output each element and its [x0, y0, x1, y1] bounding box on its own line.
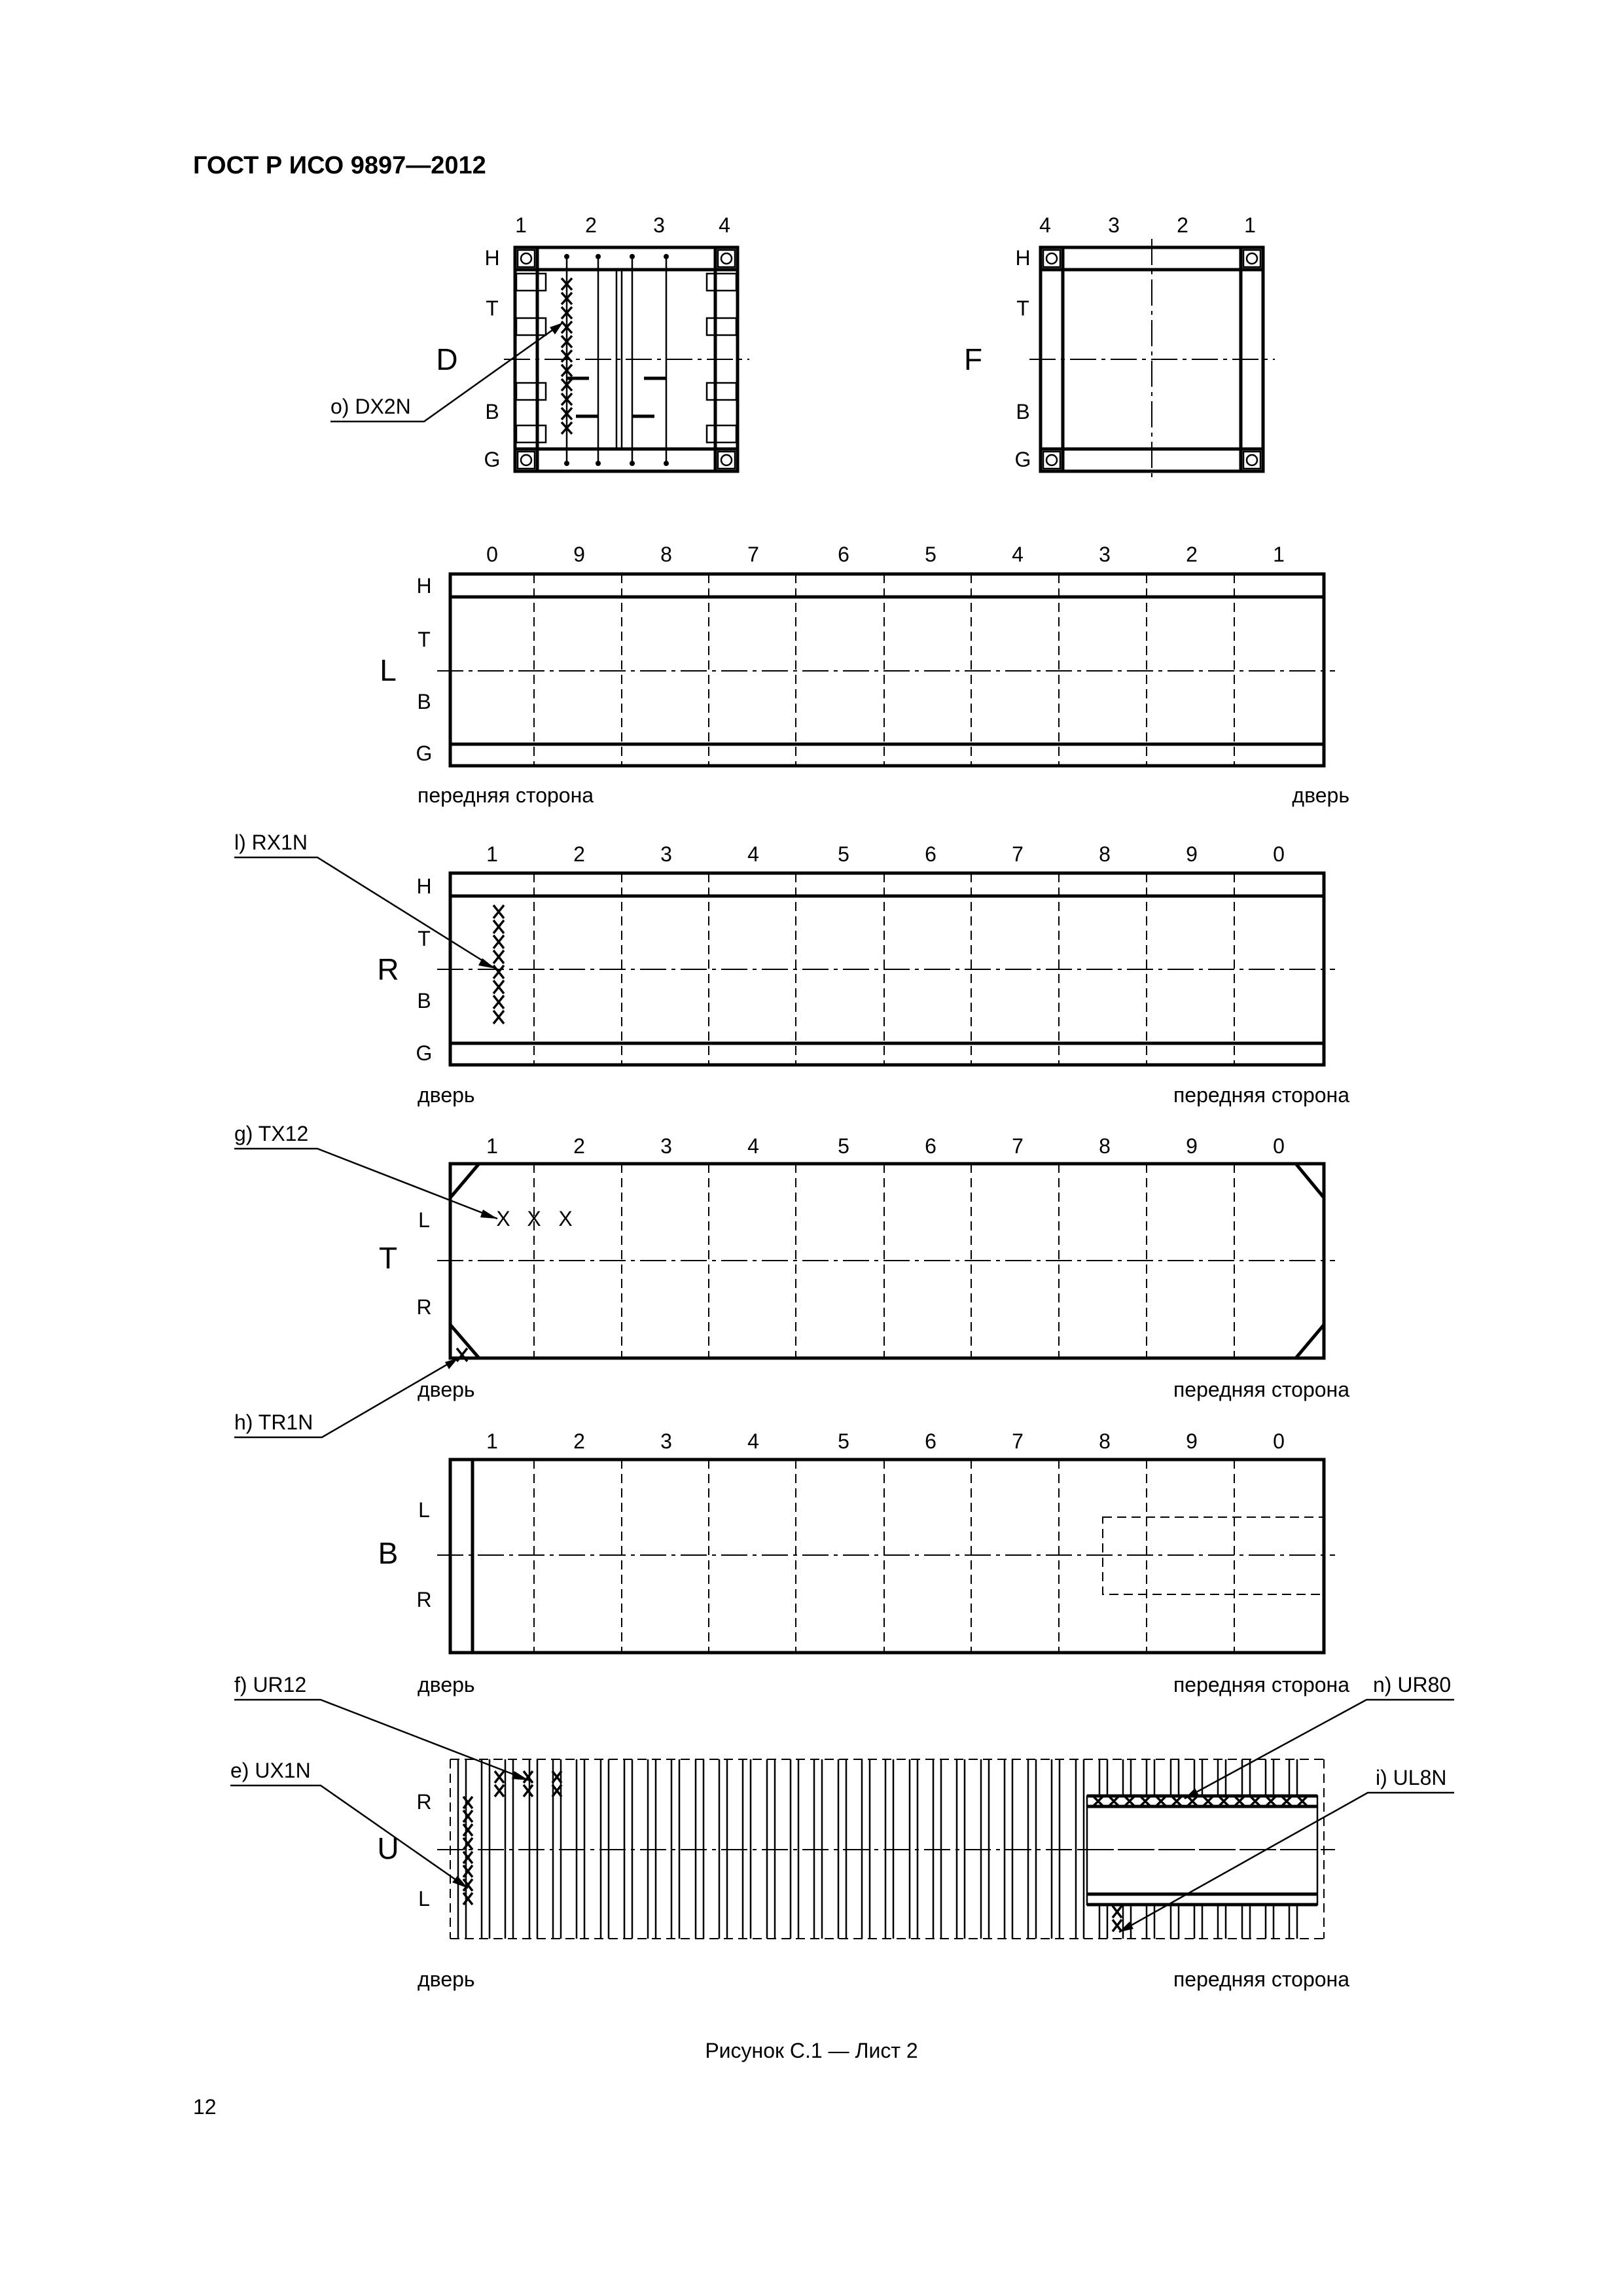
l-col-label: 3	[1099, 543, 1111, 566]
t-leader-arrow-top	[480, 1210, 497, 1219]
f-corner-casting-hole	[1046, 455, 1057, 465]
t-corner-bevel	[1296, 1164, 1324, 1198]
page-number: 12	[193, 2095, 217, 2119]
r-col-label: 8	[1099, 842, 1111, 866]
b-col-label: 7	[1012, 1429, 1024, 1453]
r-col-label: 6	[925, 842, 936, 866]
d-hinge	[516, 425, 546, 442]
b-col-label: 3	[660, 1429, 672, 1453]
f-corner-casting-hole	[1046, 253, 1057, 264]
view-u-understructure	[230, 1673, 1454, 1991]
l-row-label: G	[416, 742, 433, 765]
t-corner-bevel	[450, 1164, 479, 1198]
b-col-label: 0	[1273, 1429, 1285, 1453]
l-left-caption: передняя сторона	[418, 783, 594, 807]
t-col-label: 2	[573, 1134, 585, 1158]
r-right-caption: передняя сторона	[1173, 1083, 1349, 1107]
f-view-letter: F	[963, 342, 983, 376]
r-col-label: 5	[838, 842, 849, 866]
l-col-label: 9	[573, 543, 585, 566]
d-corner-casting-hole	[721, 253, 732, 264]
l-view-letter: L	[380, 653, 397, 687]
view-d-door-end	[330, 213, 749, 471]
b-col-label: 8	[1099, 1429, 1111, 1453]
b-row-label: R	[416, 1588, 432, 1611]
l-outline	[450, 574, 1324, 766]
d-hinge	[707, 383, 736, 400]
r-callout: l) RX1N	[234, 831, 308, 854]
l-col-label: 8	[660, 543, 672, 566]
d-hinge	[707, 274, 736, 291]
f-corner-casting-hole	[1247, 455, 1257, 465]
r-col-label: 3	[660, 842, 672, 866]
u-damage-marks-door	[463, 1797, 473, 1905]
b-section-dividers	[534, 1460, 1234, 1653]
d-col-label: 2	[585, 213, 597, 237]
d-callout: o) DX2N	[330, 395, 411, 418]
d-hinge	[707, 318, 736, 335]
d-col-label: 3	[653, 213, 665, 237]
t-corner-bevel	[1296, 1325, 1324, 1358]
t-view-letter: T	[378, 1241, 398, 1275]
l-col-label: 7	[747, 543, 759, 566]
t-callout-top: g) TX12	[234, 1122, 309, 1145]
l-row-label: B	[417, 690, 431, 713]
f-col-label: 1	[1244, 213, 1256, 237]
b-col-label: 2	[573, 1429, 585, 1453]
d-rod-end	[596, 254, 601, 259]
u-row-label: L	[418, 1887, 430, 1910]
f-row-label: H	[1015, 246, 1031, 270]
l-row-label: H	[416, 574, 432, 598]
view-l-left-side	[380, 543, 1349, 807]
l-col-label: 0	[486, 543, 498, 566]
view-r-right-side	[234, 831, 1349, 1107]
b-view-letter: B	[378, 1536, 399, 1570]
d-rod-end	[664, 254, 669, 259]
f-row-label: B	[1016, 400, 1030, 423]
r-col-label: 2	[573, 842, 585, 866]
d-rod-end	[564, 254, 569, 259]
r-col-label: 4	[747, 842, 759, 866]
l-col-label: 6	[838, 543, 849, 566]
l-col-label: 2	[1186, 543, 1198, 566]
u-leader-line-e	[230, 1785, 468, 1888]
u-callout-i: i) UL8N	[1376, 1766, 1447, 1789]
d-col-label: 4	[719, 213, 730, 237]
t-leader-line-top	[234, 1149, 497, 1219]
figure-caption: Рисунок С.1 — Лист 2	[705, 2039, 918, 2062]
r-row-label: T	[418, 927, 431, 950]
d-row-label: G	[484, 448, 501, 471]
d-corner-casting-hole	[721, 455, 732, 465]
d-corner-casting-hole	[521, 253, 531, 264]
u-damage-marks-tunnel-lower	[1113, 1906, 1122, 1931]
t-damage-mark: X	[527, 1207, 541, 1230]
u-leader-line-i	[1119, 1793, 1454, 1932]
u-callout-n: n) UR80	[1373, 1673, 1452, 1696]
d-rod-end	[664, 461, 669, 466]
f-col-label: 3	[1108, 213, 1120, 237]
t-col-label: 6	[925, 1134, 936, 1158]
r-col-label: 0	[1273, 842, 1285, 866]
r-col-label: 7	[1012, 842, 1024, 866]
d-row-label: T	[486, 296, 499, 320]
r-row-label: B	[417, 989, 431, 1013]
t-col-label: 3	[660, 1134, 672, 1158]
u-right-caption: передняя сторона	[1173, 1967, 1349, 1991]
l-row-label: T	[418, 628, 431, 651]
b-col-label: 6	[925, 1429, 936, 1453]
d-rod-end	[630, 254, 635, 259]
b-left-caption: дверь	[418, 1673, 475, 1696]
t-col-label: 4	[747, 1134, 759, 1158]
d-col-label: 1	[515, 213, 527, 237]
t-left-caption: дверь	[418, 1378, 475, 1401]
l-right-caption: дверь	[1292, 783, 1349, 807]
r-col-label: 1	[486, 842, 498, 866]
r-row-label: G	[416, 1041, 433, 1065]
t-col-label: 1	[486, 1134, 498, 1158]
r-damage-marks	[493, 905, 504, 1024]
d-row-label: B	[485, 400, 499, 423]
document-header: ГОСТ Р ИСО 9897—2012	[193, 152, 486, 179]
l-section-dividers	[534, 574, 1234, 766]
d-leader-arrow	[550, 323, 563, 334]
b-col-label: 1	[486, 1429, 498, 1453]
b-col-label: 4	[747, 1429, 759, 1453]
r-row-label: H	[416, 874, 432, 898]
f-col-label: 4	[1039, 213, 1051, 237]
t-col-label: 8	[1099, 1134, 1111, 1158]
t-damage-mark: X	[558, 1207, 573, 1230]
t-col-label: 0	[1273, 1134, 1285, 1158]
d-view-letter: D	[436, 342, 458, 376]
f-row-label: T	[1016, 296, 1029, 320]
r-view-letter: R	[377, 952, 399, 986]
l-col-label: 5	[925, 543, 936, 566]
d-rod-end	[630, 461, 635, 466]
r-left-caption: дверь	[418, 1083, 475, 1107]
t-row-label: L	[418, 1208, 430, 1232]
view-t-top	[234, 1122, 1349, 1437]
u-callout-f: f) UR12	[234, 1673, 307, 1696]
d-rod-end	[596, 461, 601, 466]
u-view-letter: U	[377, 1831, 399, 1865]
view-f-front-end	[964, 213, 1275, 481]
t-right-caption: передняя сторона	[1173, 1378, 1349, 1401]
r-col-label: 9	[1186, 842, 1198, 866]
u-row-label: R	[416, 1790, 432, 1814]
t-callout-bottom: h) TR1N	[234, 1410, 313, 1434]
b-row-label: L	[418, 1498, 430, 1522]
t-damage-mark: X	[496, 1207, 510, 1230]
f-col-label: 2	[1177, 213, 1188, 237]
b-col-label: 5	[838, 1429, 849, 1453]
l-col-label: 1	[1273, 543, 1285, 566]
b-col-label: 9	[1186, 1429, 1198, 1453]
t-row-label: R	[416, 1295, 432, 1319]
u-callout-e: e) UX1N	[230, 1759, 311, 1782]
d-hinge	[516, 318, 546, 335]
d-hinge	[516, 274, 546, 291]
d-rod-end	[564, 461, 569, 466]
f-corner-casting-hole	[1247, 253, 1257, 264]
t-col-label: 9	[1186, 1134, 1198, 1158]
view-b-bottom	[378, 1429, 1350, 1696]
t-leader-arrow-bottom	[445, 1358, 458, 1369]
t-col-label: 7	[1012, 1134, 1024, 1158]
b-outline	[450, 1460, 1324, 1653]
d-corner-casting-hole	[521, 455, 531, 465]
d-hinge	[707, 425, 736, 442]
u-left-caption: дверь	[418, 1967, 475, 1991]
b-right-caption: передняя сторона	[1173, 1673, 1349, 1696]
l-col-label: 4	[1012, 543, 1024, 566]
d-row-label: H	[484, 246, 500, 270]
f-row-label: G	[1014, 448, 1031, 471]
d-hinge	[516, 383, 546, 400]
t-col-label: 5	[838, 1134, 849, 1158]
